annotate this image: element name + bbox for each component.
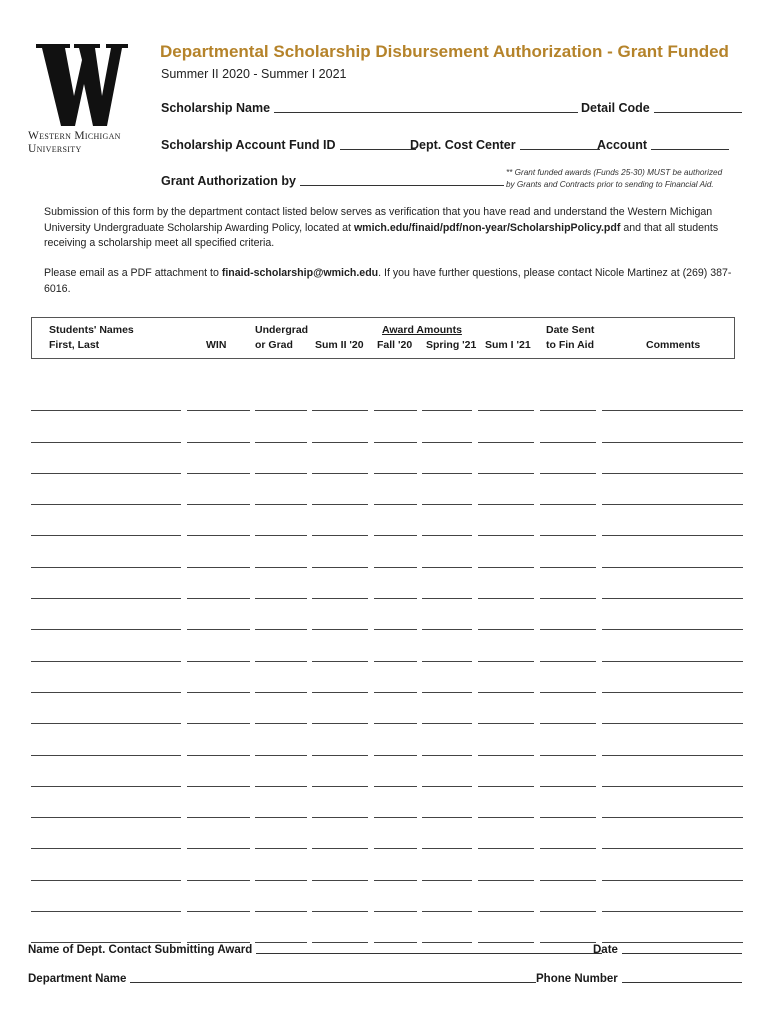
dept-cost-center-label: Dept. Cost Center bbox=[410, 138, 516, 152]
department-name-field[interactable] bbox=[28, 973, 536, 985]
col-win-header: WIN bbox=[206, 339, 227, 351]
policy-paragraph bbox=[44, 205, 734, 252]
policy-link[interactable]: wmich.edu/finaid/pdf/non-year/ScholarshipPolicy.pdf bbox=[353, 221, 621, 234]
contact-email-link[interactable]: finaid-scholarship@wmich.edu bbox=[221, 267, 379, 279]
col-spring-header: Spring '21 bbox=[426, 339, 477, 351]
table-row bbox=[31, 693, 743, 724]
award-amounts-header: Award Amounts bbox=[382, 324, 462, 336]
detail-code-field[interactable] bbox=[581, 101, 742, 115]
col-sum1-header: Sum I '21 bbox=[485, 339, 531, 351]
contact-text-2: . If you have further questions, please contact Nicole Martinez at (269) 387-6016. bbox=[44, 267, 732, 295]
table-row bbox=[31, 849, 743, 880]
grant-authorization-label: Grant Authorization by bbox=[161, 174, 296, 188]
contact-name-field[interactable] bbox=[28, 944, 602, 956]
contact-text-1: Please email as a PDF attachment to bbox=[44, 267, 222, 279]
scholarship-name-line[interactable] bbox=[274, 112, 578, 113]
contact-name-label: Name of Dept. Contact Submitting Award bbox=[28, 944, 253, 956]
detail-code-line[interactable] bbox=[654, 112, 742, 113]
table-row bbox=[31, 881, 743, 912]
account-fund-id-line[interactable] bbox=[340, 149, 416, 150]
col-sum2-header: Sum II '20 bbox=[315, 339, 364, 351]
phone-number-field[interactable] bbox=[536, 973, 742, 985]
university-name-line2: University bbox=[28, 143, 82, 155]
department-name-line[interactable] bbox=[130, 982, 536, 983]
dept-cost-center-field[interactable] bbox=[410, 138, 600, 152]
authorization-note bbox=[506, 167, 722, 191]
contact-paragraph bbox=[44, 266, 734, 297]
table-row bbox=[31, 599, 743, 630]
table-row bbox=[31, 662, 743, 693]
wmu-logo-icon bbox=[36, 44, 128, 126]
table-row bbox=[31, 630, 743, 661]
account-line[interactable] bbox=[651, 149, 729, 150]
col-undergrad-line1: Undergrad bbox=[255, 324, 309, 336]
table-row bbox=[31, 443, 743, 474]
col-fall-header: Fall '20 bbox=[377, 339, 413, 351]
account-field[interactable] bbox=[597, 138, 729, 152]
col-date-line2: to Fin Aid bbox=[546, 339, 595, 351]
col-date-header bbox=[546, 323, 594, 353]
page-title: Departmental Scholarship Disbursement Authorization - Grant Funded bbox=[160, 42, 729, 61]
col-undergrad-header bbox=[255, 323, 308, 353]
phone-number-label: Phone Number bbox=[536, 973, 618, 985]
page-subtitle: Summer II 2020 - Summer I 2021 bbox=[161, 67, 347, 81]
table-row bbox=[31, 787, 743, 818]
policy-text-2: and that all students receiving a scholarship meet all specified criteria. bbox=[44, 221, 719, 249]
contact-name-line[interactable] bbox=[256, 953, 602, 954]
account-fund-id-label: Scholarship Account Fund ID bbox=[161, 138, 336, 152]
date-field[interactable] bbox=[593, 944, 742, 956]
department-name-label: Department Name bbox=[28, 973, 127, 985]
account-fund-id-field[interactable] bbox=[161, 138, 416, 152]
date-line[interactable] bbox=[622, 953, 742, 954]
table-row bbox=[31, 756, 743, 787]
table-row bbox=[31, 912, 743, 943]
table-row bbox=[31, 818, 743, 849]
col-date-line1: Date Sent bbox=[546, 324, 595, 336]
table-row bbox=[31, 505, 743, 536]
scholarship-name-field[interactable] bbox=[161, 101, 578, 115]
table-header bbox=[31, 317, 735, 359]
scholarship-name-label: Scholarship Name bbox=[161, 101, 271, 115]
col-students-line2: First, Last bbox=[49, 339, 100, 351]
policy-text-1: Submission of this form by the department contact listed below serves as verification that you have read and understand the Western Michigan University Undergraduate Scholarship Awarding Policy, located at bbox=[44, 206, 713, 234]
grant-authorization-field[interactable] bbox=[161, 174, 504, 188]
detail-code-label: Detail Code bbox=[581, 101, 650, 115]
table-body bbox=[31, 380, 743, 943]
col-undergrad-line2: or Grad bbox=[255, 339, 293, 351]
note-line1: ** Grant funded awards (Funds 25-30) MUST be authorized bbox=[506, 168, 723, 177]
col-comments-header: Comments bbox=[646, 339, 701, 351]
university-name-line1: Western Michigan bbox=[28, 130, 121, 142]
phone-number-line[interactable] bbox=[622, 982, 742, 983]
table-row bbox=[31, 568, 743, 599]
col-students-line1: Students' Names bbox=[49, 324, 134, 336]
table-row bbox=[31, 724, 743, 755]
logo-letter: W bbox=[82, 92, 83, 93]
note-line2: by Grants and Contracts prior to sending to Financial Aid. bbox=[506, 180, 714, 189]
table-row bbox=[31, 536, 743, 567]
table-row bbox=[31, 380, 743, 411]
date-label: Date bbox=[593, 944, 618, 956]
table-row bbox=[31, 411, 743, 442]
grant-authorization-line[interactable] bbox=[300, 185, 504, 186]
col-students-header bbox=[49, 323, 134, 353]
dept-cost-center-line[interactable] bbox=[520, 149, 600, 150]
table-row bbox=[31, 474, 743, 505]
account-label: Account bbox=[597, 138, 647, 152]
university-name bbox=[28, 130, 138, 156]
